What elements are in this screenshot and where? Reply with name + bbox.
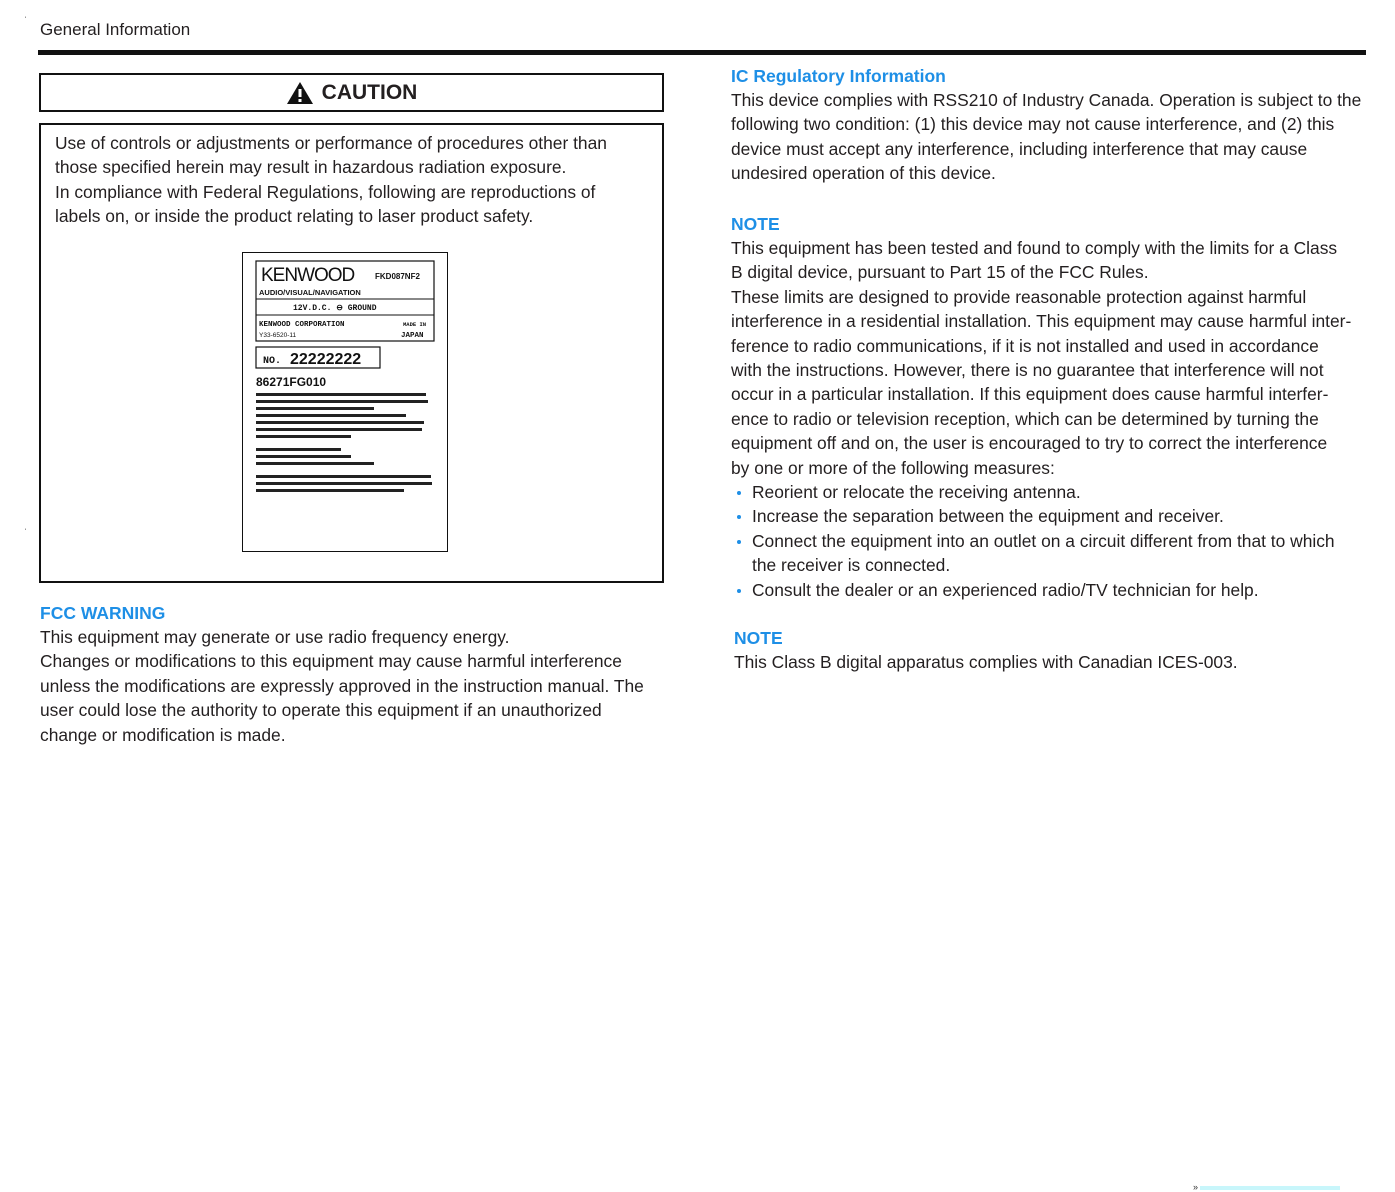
ic-line: device must accept any interference, including interference that may cause	[731, 138, 1308, 159]
note-section-2	[734, 626, 1364, 674]
caution-line: In compliance with Federal Regulations, following are reproductions of	[55, 181, 596, 202]
bullet-dot-icon	[737, 491, 741, 495]
caution-line: Use of controls or adjustments or performance of procedures other than	[55, 133, 607, 153]
list-item-text: Reorient or relocate the receiving antenna.	[752, 482, 1081, 503]
measures-list	[731, 480, 1361, 602]
note-line: ence to radio or television reception, which can be determined by turning the	[731, 408, 1319, 429]
note-line: occur in a particular installation. If this equipment does cause harmful interfer-	[731, 384, 1329, 405]
label-line2: 12V.D.C. ⊖ GROUND	[293, 304, 377, 313]
label-model: FKD087NF2	[375, 272, 420, 281]
note-section	[731, 212, 1361, 602]
note-heading: NOTE	[734, 628, 783, 648]
page-header: General Information	[40, 20, 191, 39]
label-country: JAPAN	[401, 332, 424, 340]
header-rule	[38, 50, 1366, 55]
label-code: Y33-6520-11	[259, 332, 297, 339]
bullet-dot-icon	[737, 540, 741, 544]
label-line1: AUDIO/VISUAL/NAVIGATION	[259, 288, 361, 297]
ic-line: This device complies with RSS210 of Industry Canada. Operation is subject to the	[731, 90, 1362, 110]
list-item	[731, 578, 1361, 602]
note-line: ference to radio communications, if it is not installed and used in accordance	[731, 335, 1319, 356]
label-no-prefix: NO.	[263, 356, 282, 367]
list-item-text-cont: the receiver is connected.	[752, 555, 951, 576]
note-line: interference in a residential installation. This equipment may cause harmful inter-	[731, 311, 1352, 332]
note-line: by one or more of the following measures:	[731, 457, 1055, 478]
note-line: with the instructions. However, there is no guarantee that interference will not	[731, 360, 1324, 381]
ic-heading: IC Regulatory Information	[731, 66, 946, 86]
label-brand: KENWOOD	[261, 265, 355, 286]
list-item-text: Connect the equipment into an outlet on a circuit different from that to which	[752, 530, 1335, 551]
fcc-line: unless the modifications are expressly approved in the instruction manual. The	[40, 675, 644, 696]
fcc-line: change or modification is made.	[40, 724, 286, 745]
list-item	[731, 504, 1361, 528]
note-line: B digital device, pursuant to Part 15 of the FCC Rules.	[731, 262, 1149, 283]
caution-title: CAUTION	[321, 80, 418, 104]
continue-marker: »	[1193, 1182, 1199, 1192]
ic-regulatory-section	[731, 64, 1361, 186]
label-serial: 22222222	[290, 351, 362, 368]
caution-title-box	[39, 73, 664, 112]
label-fcc-id: 86271FG010	[256, 375, 327, 389]
note-line: These limits are designed to provide reasonable protection against harmful	[731, 286, 1307, 307]
label-made: MADE IN	[403, 321, 427, 328]
crop-mark: ˌ	[24, 520, 27, 530]
note-line: This equipment has been tested and found to comply with the limits for a Class	[731, 238, 1338, 258]
note-line: equipment off and on, the user is encouraged to try to correct the interference	[731, 433, 1328, 454]
caution-body	[39, 123, 664, 583]
list-item	[731, 480, 1361, 504]
fcc-line: Changes or modifications to this equipment may cause harmful interference	[40, 651, 622, 672]
crop-mark: ˌ	[24, 8, 27, 18]
fcc-line: This equipment may generate or use radio frequency energy.	[40, 627, 510, 647]
list-item-text: Consult the dealer or an experienced radio/TV technician for help.	[752, 579, 1259, 600]
caution-line: labels on, or inside the product relating to laser product safety.	[55, 206, 534, 227]
bullet-dot-icon	[737, 589, 741, 593]
list-item	[731, 529, 1361, 578]
product-label-image	[242, 252, 448, 552]
label-fine-print	[256, 393, 432, 492]
fcc-warning-section	[40, 601, 660, 747]
ic-line: undesired operation of this device.	[731, 163, 996, 184]
warning-triangle-icon	[286, 81, 314, 105]
fcc-line: user could lose the authority to operate this equipment if an unauthorized	[40, 700, 602, 721]
note-heading: NOTE	[731, 214, 780, 234]
caution-line: those specified herein may result in hazardous radiation exposure.	[55, 157, 567, 178]
label-corp: KENWOOD CORPORATION	[259, 321, 345, 329]
continue-bar	[1200, 1186, 1340, 1190]
ic-line: following two condition: (1) this device may not cause interference, and (2) this	[731, 114, 1335, 135]
caution-text	[55, 131, 645, 229]
list-item-text: Increase the separation between the equipment and receiver.	[752, 506, 1224, 527]
bullet-dot-icon	[737, 515, 741, 519]
fcc-warning-heading: FCC WARNING	[40, 603, 166, 623]
note-line: This Class B digital apparatus complies with Canadian ICES-003.	[734, 652, 1238, 672]
